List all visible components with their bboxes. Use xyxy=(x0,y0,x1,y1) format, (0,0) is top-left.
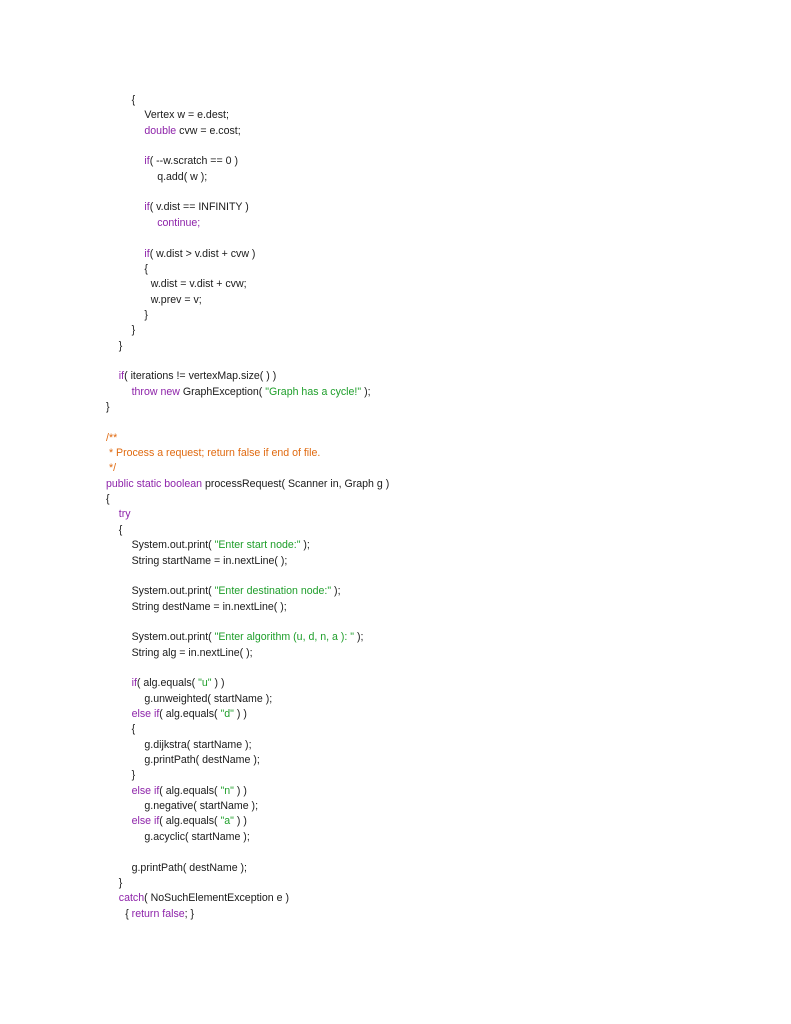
code-text: cvw = e.cost; xyxy=(176,124,241,137)
code-text: { xyxy=(144,262,148,275)
code-text: g.acyclic( startName ); xyxy=(144,830,250,843)
code-text: System.out.print( xyxy=(131,539,215,552)
code-text: } xyxy=(131,324,136,337)
code-text: System.out.print( xyxy=(131,631,215,644)
code-text: ); xyxy=(354,631,364,644)
code-line xyxy=(144,754,259,767)
code-string: "Enter algorithm (u, d, n, a ): " xyxy=(214,631,355,644)
code-text: ( alg.equals( xyxy=(136,677,199,690)
code-line xyxy=(132,785,247,798)
code-text: Vertex w = e.dest; xyxy=(144,109,229,122)
code-keyword: if xyxy=(131,677,137,690)
code-keyword: else if xyxy=(131,784,160,797)
code-line xyxy=(119,340,123,353)
code-string: "n" xyxy=(220,784,234,797)
code-text: { xyxy=(131,723,136,736)
code-text: ( --w.scratch == 0 ) xyxy=(149,155,238,168)
code-line xyxy=(132,555,288,568)
code-line xyxy=(125,908,194,921)
code-line xyxy=(132,647,253,660)
code-line xyxy=(132,585,341,598)
code-line xyxy=(132,769,136,782)
code-string: "a" xyxy=(220,815,234,828)
code-text: ) ) xyxy=(211,677,225,690)
code-line xyxy=(132,324,136,337)
code-line xyxy=(144,109,229,122)
code-text: ) ) xyxy=(233,708,247,720)
code-text: w.prev = v; xyxy=(150,293,202,306)
code-keyword: else if xyxy=(131,815,160,828)
code-string: "u" xyxy=(198,677,212,690)
code-text: g.dijkstra( startName ); xyxy=(144,738,252,751)
code-line xyxy=(119,524,123,537)
code-line xyxy=(157,171,207,184)
code-text: processRequest( Scanner in, Graph g ) xyxy=(202,477,390,490)
code-text: ( iterations != vertexMap.size( ) ) xyxy=(124,370,277,383)
code-string: "Enter start node:" xyxy=(214,539,301,552)
code-string: "d" xyxy=(220,708,234,720)
code-line xyxy=(132,677,225,690)
code-line xyxy=(157,217,200,230)
code-line xyxy=(151,278,247,291)
code-line xyxy=(106,447,320,460)
code-line xyxy=(119,370,276,383)
code-text: ( alg.equals( xyxy=(159,784,221,797)
code-keyword: public static boolean xyxy=(106,477,202,490)
code-keyword: ; xyxy=(197,216,201,229)
code-line xyxy=(132,708,247,721)
code-text: { xyxy=(131,94,136,106)
code-line xyxy=(119,892,289,905)
code-text: } xyxy=(118,339,123,352)
code-line xyxy=(144,739,251,752)
code-text: } xyxy=(106,401,110,413)
code-text: ( alg.equals( xyxy=(159,815,221,828)
code-line xyxy=(144,248,255,261)
code-text: q.add( w ); xyxy=(157,170,208,183)
code-text: ( NoSuchElementException e ) xyxy=(144,892,289,905)
code-text: ) ) xyxy=(233,784,247,797)
code-text: g.unweighted( startName ); xyxy=(144,692,273,705)
code-line xyxy=(144,263,148,276)
code-text: ( v.dist == INFINITY ) xyxy=(149,201,249,214)
code-keyword: if xyxy=(144,201,150,214)
code-comment: * Process a request; return false if end of file. xyxy=(106,447,321,460)
code-line xyxy=(132,723,136,736)
code-text: } xyxy=(131,769,136,782)
code-line xyxy=(106,401,110,414)
code-text: String destName = in.nextLine( ); xyxy=(131,600,287,613)
code-line xyxy=(144,309,148,322)
code-line xyxy=(144,125,240,138)
code-text: } xyxy=(118,876,123,889)
code-text: w.dist = v.dist + cvw; xyxy=(150,278,247,291)
code-line xyxy=(151,294,202,307)
code-keyword: return false xyxy=(131,907,185,920)
code-line xyxy=(132,815,247,828)
code-string: "Graph has a cycle!" xyxy=(265,385,362,398)
code-keyword: else if xyxy=(131,708,160,720)
code-text: System.out.print( xyxy=(131,585,215,598)
code-line xyxy=(132,601,287,614)
code-line xyxy=(132,386,371,399)
code-line xyxy=(106,432,117,445)
code-text: ) ) xyxy=(233,815,247,828)
code-text: GraphException( xyxy=(179,385,266,398)
code-keyword: if xyxy=(118,370,125,383)
code-line xyxy=(132,631,364,644)
code-text: ); xyxy=(300,539,310,552)
code-comment: */ xyxy=(106,462,117,475)
code-text: ( w.dist > v.dist + cvw ) xyxy=(149,247,256,260)
code-text: g.printPath( destName ); xyxy=(144,754,260,767)
code-keyword: if xyxy=(144,155,150,168)
code-text: { xyxy=(106,493,110,506)
code-keyword: double xyxy=(144,124,177,137)
code-line xyxy=(144,201,248,214)
code-text: g.negative( startName ); xyxy=(144,800,259,813)
code-line xyxy=(132,94,136,107)
code-line xyxy=(144,155,238,168)
code-line xyxy=(144,800,258,813)
code-keyword: try xyxy=(118,508,131,521)
code-string: "Enter destination node:" xyxy=(214,585,332,598)
code-keyword: continue xyxy=(157,216,198,229)
code-line xyxy=(144,693,272,706)
code-line xyxy=(144,831,249,844)
code-keyword: if xyxy=(144,247,150,260)
code-line xyxy=(119,508,131,521)
code-line xyxy=(132,862,247,875)
code-line xyxy=(119,877,123,890)
code-text: { xyxy=(125,907,132,920)
code-text: { xyxy=(118,523,123,536)
code-text: String alg = in.nextLine( ); xyxy=(131,646,253,659)
code-text: ( alg.equals( xyxy=(159,708,221,720)
code-line xyxy=(106,493,110,506)
code-line xyxy=(106,478,389,491)
code-text: ); xyxy=(361,385,371,398)
code-line xyxy=(132,539,310,552)
code-text: g.printPath( destName ); xyxy=(131,861,247,874)
code-line xyxy=(106,462,116,475)
code-text: } xyxy=(144,308,148,321)
code-text: ; } xyxy=(184,907,195,920)
code-text: String startName = in.nextLine( ); xyxy=(131,554,288,567)
code-keyword: catch xyxy=(118,892,145,905)
code-comment: /** xyxy=(106,431,118,444)
code-text: ); xyxy=(331,585,341,598)
code-keyword: throw new xyxy=(131,385,180,398)
